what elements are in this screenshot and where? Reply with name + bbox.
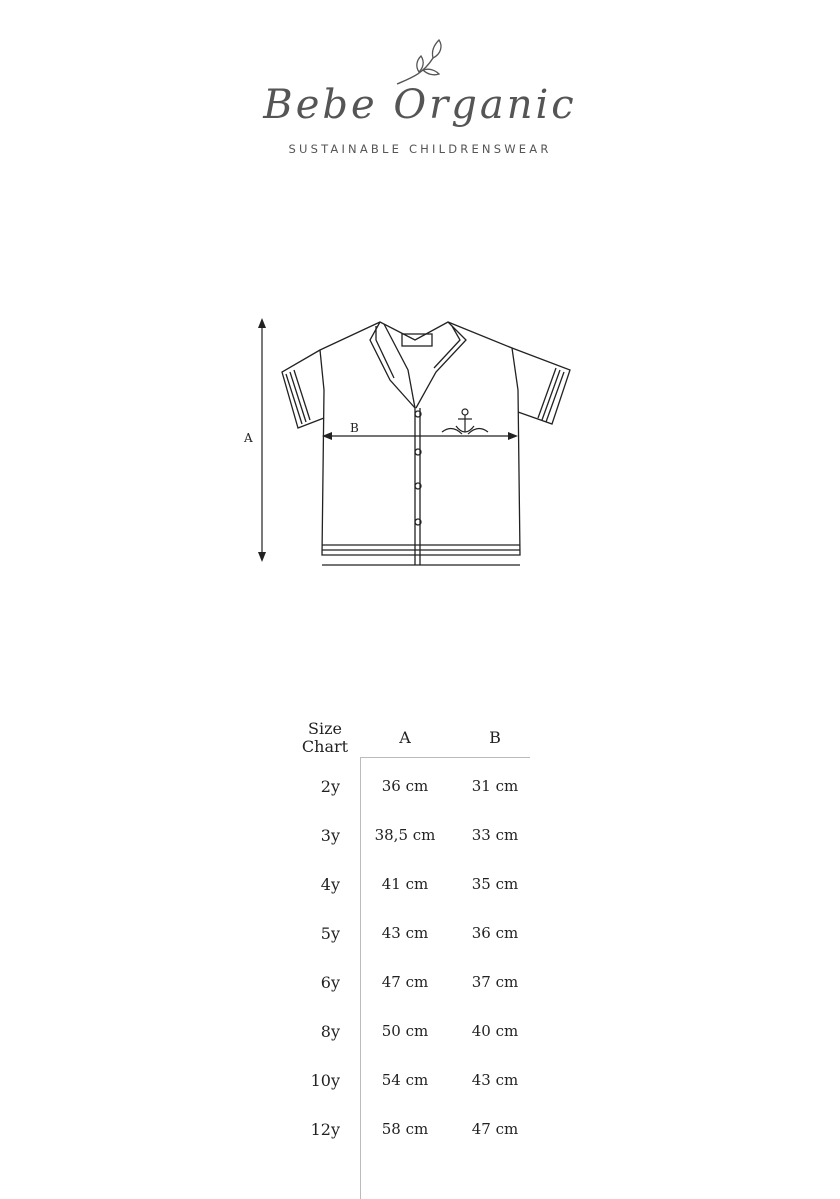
- table-row: [290, 1120, 550, 1140]
- measurement-b-cell: 31 cm: [471, 777, 519, 795]
- measurement-b-cell: 33 cm: [471, 826, 519, 844]
- measurement-a-cell: 36 cm: [381, 777, 429, 795]
- size-cell: 12y: [310, 1120, 340, 1139]
- measurement-b-cell: 40 cm: [471, 1022, 519, 1040]
- table-row: [290, 924, 550, 944]
- shirt-outline: [282, 322, 570, 565]
- size-cell: 3y: [320, 826, 340, 845]
- size-chart-header: Size Chart: [301, 719, 349, 756]
- brand-name: Bebe Organic: [263, 82, 577, 128]
- measurement-a-cell: 41 cm: [381, 875, 429, 893]
- column-header-a: A: [399, 728, 411, 747]
- column-header-b: B: [489, 728, 501, 747]
- table-row: [290, 826, 550, 846]
- size-cell: 2y: [320, 777, 340, 796]
- size-cell: 4y: [320, 875, 340, 894]
- anchor-emblem-icon: [442, 409, 488, 434]
- size-cell: 8y: [320, 1022, 340, 1041]
- table-row: [290, 875, 550, 895]
- table-row: [290, 1071, 550, 1091]
- measurement-b-cell: 36 cm: [471, 924, 519, 942]
- table-row: [290, 973, 550, 993]
- measurement-b-cell: 37 cm: [471, 973, 519, 991]
- measurement-b-cell: 43 cm: [471, 1071, 519, 1089]
- measurement-a-label: A: [244, 431, 253, 445]
- measurement-a-cell: 58 cm: [381, 1120, 429, 1138]
- measurement-a-cell: 43 cm: [381, 924, 429, 942]
- table-row: [290, 777, 550, 797]
- measurement-a-cell: 54 cm: [381, 1071, 429, 1089]
- measurement-a-cell: 50 cm: [381, 1022, 429, 1040]
- measurement-a-cell: 47 cm: [381, 973, 429, 991]
- measurement-a-cell: 38,5 cm: [374, 826, 436, 844]
- size-cell: 10y: [310, 1071, 340, 1090]
- measurement-b-cell: 47 cm: [471, 1120, 519, 1138]
- shirt-diagram: [230, 300, 590, 580]
- brand-tagline: SUSTAINABLE CHILDRENSWEAR: [288, 142, 552, 156]
- size-cell: 5y: [320, 924, 340, 943]
- leaf-logo-icon: [393, 38, 449, 88]
- header-divider: [360, 757, 530, 758]
- measurement-b-cell: 35 cm: [471, 875, 519, 893]
- measurement-b-label: B: [350, 421, 359, 435]
- table-row: [290, 1022, 550, 1042]
- size-cell: 6y: [320, 973, 340, 992]
- measurement-a-arrow: [258, 318, 266, 562]
